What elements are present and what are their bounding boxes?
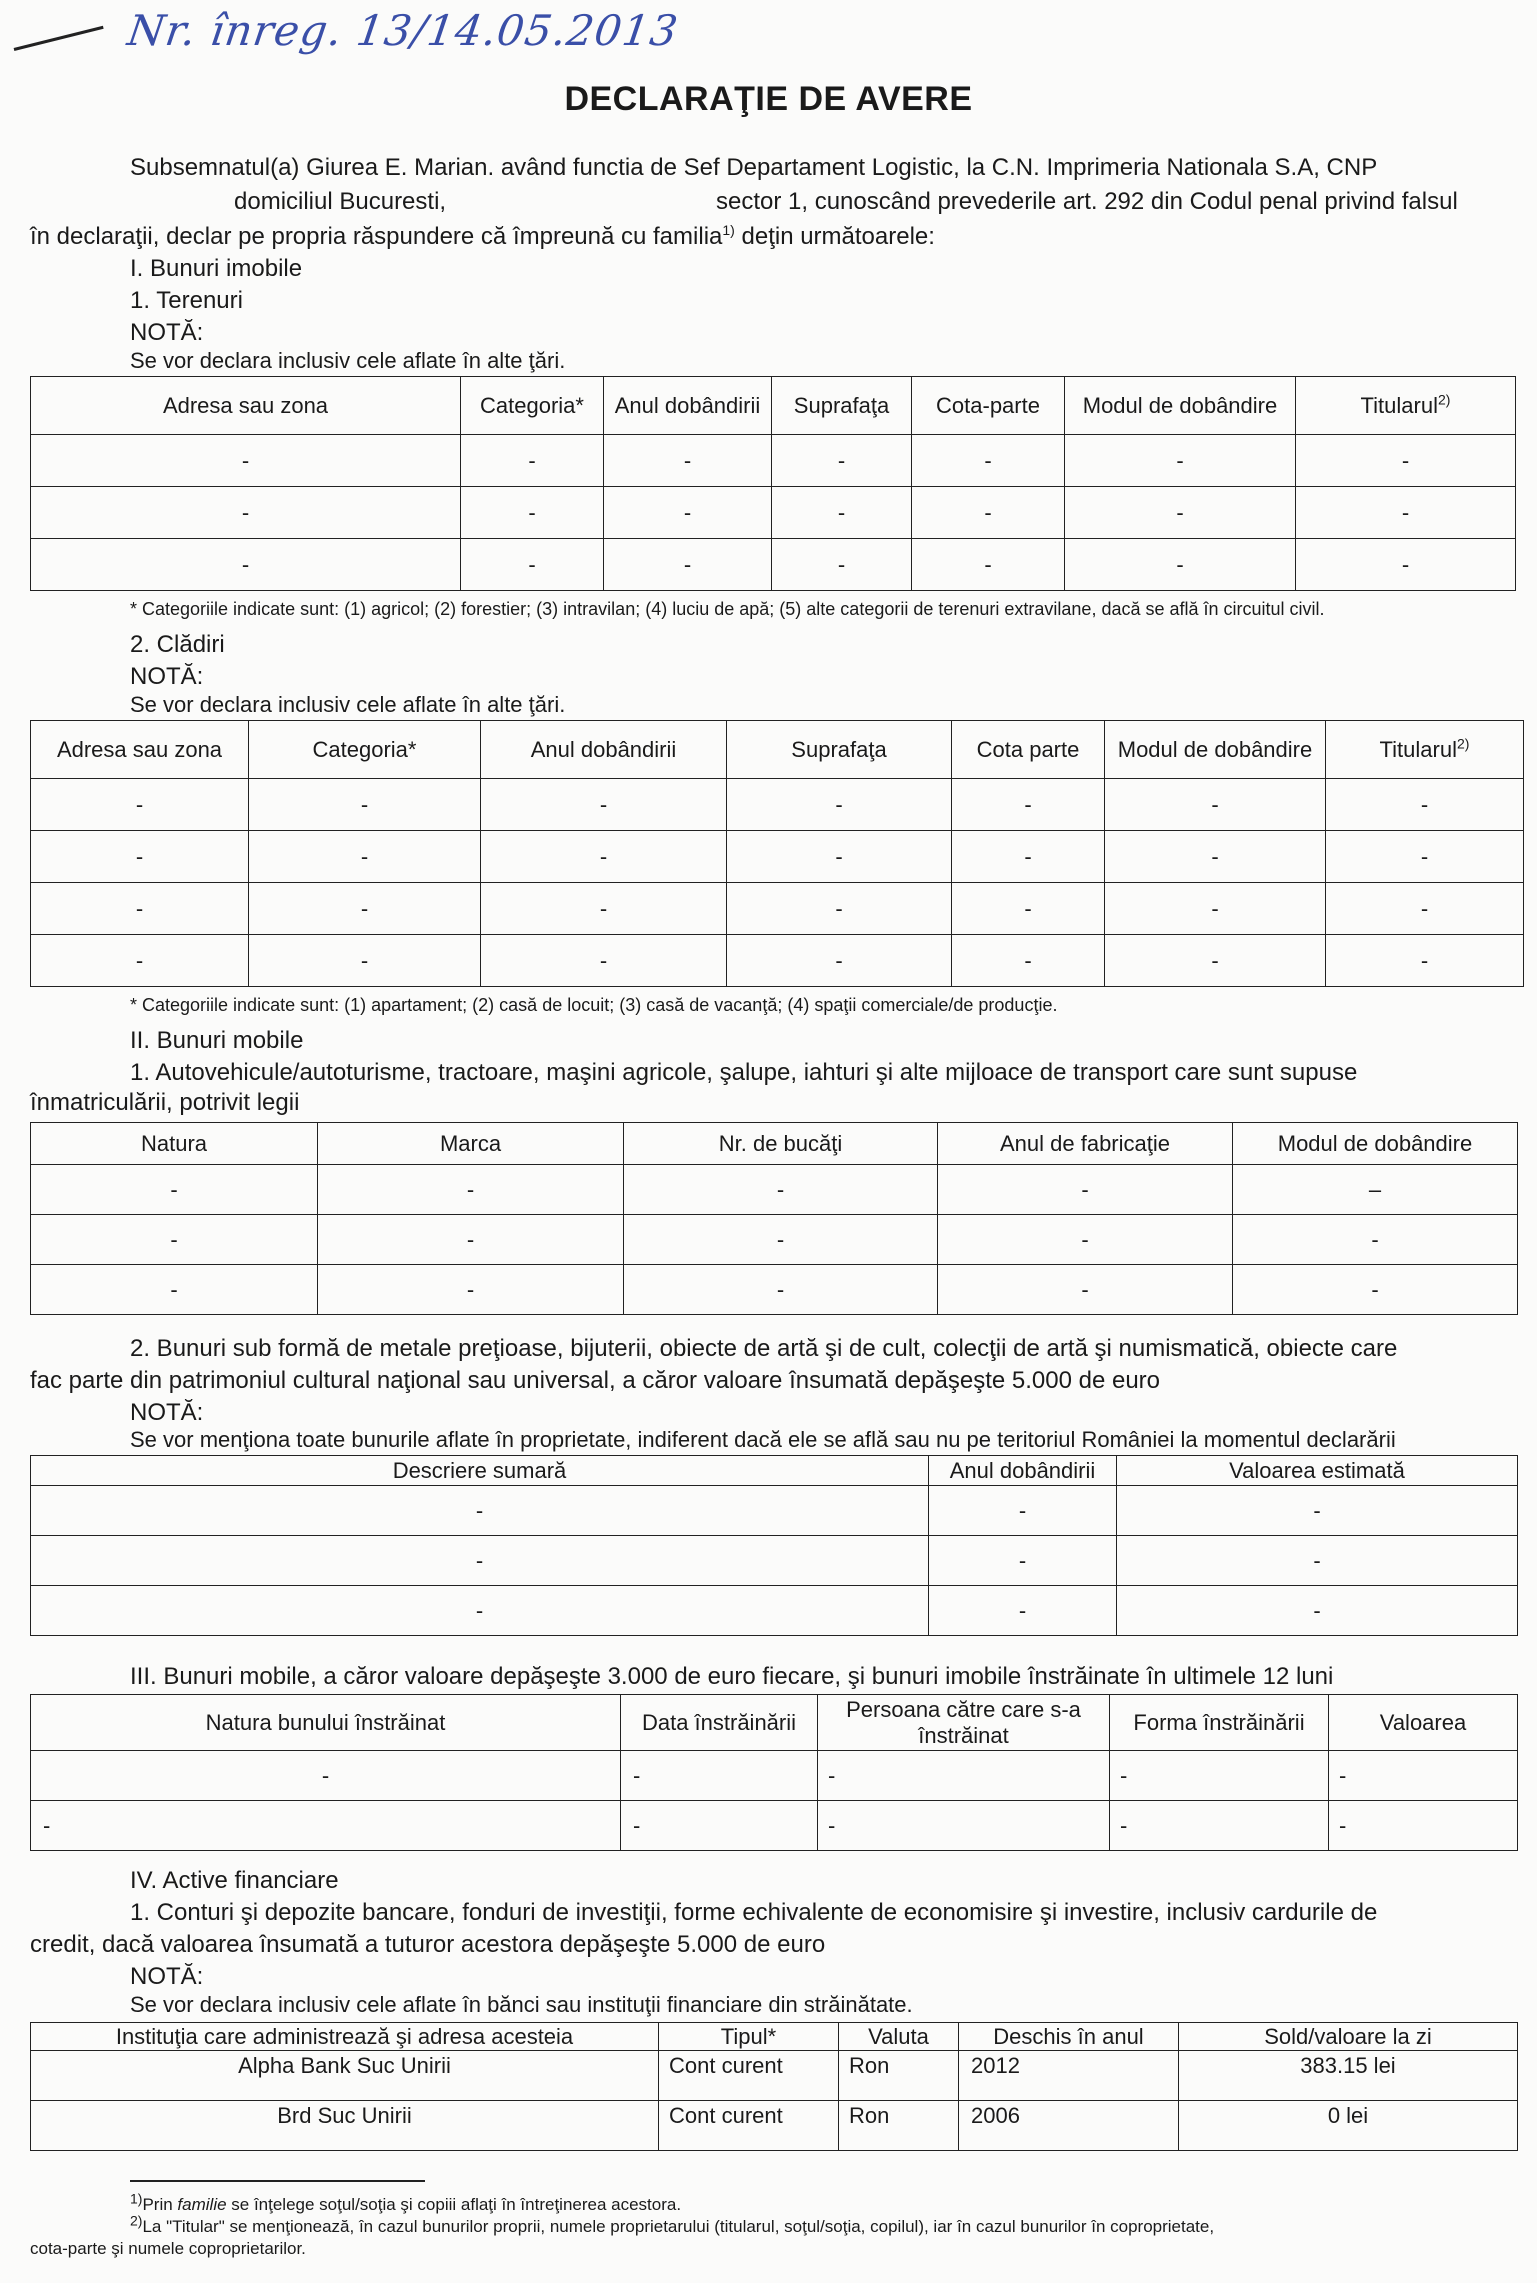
col-header: Data înstrăinării [621,1695,818,1751]
footnote-2-line1: $^{2)}$La "Titular" se menţionează, în cazul bunurilor proprii, numele proprietarului (titularul, soţul/soţia, copilul), iar în cazul bunurilor în coproprietate, [130,2212,1215,2236]
section-1-nota-2-text: Se vor declara inclusiv cele aflate în alte ţări. [130,692,566,717]
terenuri-category-note: * Categoriile indicate sunt: (1) agricol; (2) forestier; (3) intravilan; (4) luciu de apă; (5) alte categorii de terenuri extravilane, dacă se află în circuitul civil. [130,599,1325,619]
cell: - [461,539,604,591]
cell: - [938,1165,1233,1215]
col-header: Titularul$^{2)}$ [1296,377,1516,435]
col-header: Anul dobândirii [929,1456,1117,1486]
col-header: Natura [31,1123,318,1165]
cell: - [31,1801,621,1851]
footnote-divider [130,2180,425,2182]
cell: - [461,435,604,487]
cell: - [772,539,912,591]
table-row [31,1265,1518,1315]
cell: - [624,1165,938,1215]
table-row [31,435,1516,487]
col-header: Categoria* [461,377,604,435]
cell: - [938,1215,1233,1265]
cell: 2006 [959,2101,1179,2151]
cell: - [31,1486,929,1536]
table-row [31,1801,1518,1851]
cell: - [1296,539,1516,591]
col-header: Forma înstrăinării [1110,1695,1329,1751]
footnote-2-line2: cota-parte şi numele coproprietarilor. [30,2239,306,2258]
col-header: Suprafaţa [727,721,952,779]
cell: - [604,435,772,487]
cell: - [912,539,1065,591]
cell: - [912,487,1065,539]
cell: - [249,831,481,883]
section-2-heading: II. Bunuri mobile [130,1027,304,1054]
col-header: Anul de fabricaţie [938,1123,1233,1165]
table-row [31,539,1516,591]
intro-line-2a: domiciliul Bucuresti, [234,188,447,215]
cell: - [1105,779,1326,831]
col-header: Adresa sau zona [31,377,461,435]
cell: - [621,1751,818,1801]
cell: - [481,935,727,987]
cell: 383.15 lei [1179,2051,1518,2101]
section-1-heading: I. Bunuri imobile [130,255,303,282]
cell: - [818,1801,1110,1851]
cell: - [31,935,249,987]
cell: - [1326,779,1524,831]
table-cladiri [30,720,1524,987]
table-row [31,935,1524,987]
section-2-sub1-line1: 1. Autovehicule/autoturisme, tractoare, maşini agricole, şalupe, iahturi şi alte mijloace de transport care sunt supuse [130,1059,1358,1086]
col-header: Deschis în anul [959,2023,1179,2051]
col-header: Natura bunului înstrăinat [31,1695,621,1751]
cell: - [318,1165,624,1215]
section-4-nota: NOTĂ: [130,1963,204,1990]
cell: - [31,435,461,487]
cell: Ron [839,2101,959,2151]
cell: - [818,1751,1110,1801]
table-row [31,1486,1518,1536]
cell: - [1065,539,1296,591]
col-header: Suprafaţa [772,377,912,435]
handwritten-dash-mark [14,26,104,51]
cell: - [318,1265,624,1315]
cell: - [772,487,912,539]
cell: - [952,831,1105,883]
section-1-nota-text: Se vor declara inclusiv cele aflate în alte ţări. [130,348,566,373]
section-2-nota-text: Se vor menţiona toate bunurile aflate în proprietate, indiferent dacă ele se află sau nu pe teritoriul României la momentul declarării [130,1427,1396,1452]
section-1-nota-2: NOTĂ: [130,663,204,690]
cell: - [249,779,481,831]
footnote-1: $^{1)}$Prin familie se înţelege soţul/soţia şi copiii aflaţi în întreţinerea acestora. [130,2190,682,2214]
cell: Cont curent [659,2051,839,2101]
cell: - [929,1586,1117,1636]
table-row [31,779,1524,831]
cell: - [1326,831,1524,883]
cell: - [481,831,727,883]
col-header: Tipul* [659,2023,839,2051]
section-4-sub1-line1: 1. Conturi şi depozite bancare, fonduri de investiţii, forme echivalente de economisire şi investire, inclusiv cardurile de [130,1899,1378,1926]
cell: - [1233,1215,1518,1265]
col-header: Anul dobândirii [604,377,772,435]
table-instrainate [30,1694,1518,1851]
cell: - [31,1265,318,1315]
col-header: Valoarea [1329,1695,1518,1751]
cell: - [31,1586,929,1636]
section-3-heading: III. Bunuri mobile, a căror valoare depăşeşte 3.000 de euro fiecare, şi bunuri imobile înstrăinate în ultimele 12 luni [130,1663,1334,1690]
cell: - [727,779,952,831]
table-row [31,1215,1518,1265]
cell: Alpha Bank Suc Unirii [31,2051,659,2101]
cell: - [31,1165,318,1215]
cell: - [772,435,912,487]
cell: - [1329,1751,1518,1801]
cell: – [1233,1165,1518,1215]
cell: - [249,883,481,935]
intro-line-2b: sector 1, cunoscând prevederile art. 292 din Codul penal privind falsul [716,188,1458,215]
col-header: Cota-parte [912,377,1065,435]
section-2-sub1-line2: înmatriculării, potrivit legii [30,1089,300,1116]
cell: - [31,1536,929,1586]
cell: - [31,1215,318,1265]
table-row [31,831,1524,883]
cell: - [952,883,1105,935]
table-row [31,1751,1518,1801]
cell: - [912,435,1065,487]
cell: - [1326,935,1524,987]
cell: - [31,1751,621,1801]
cell: - [481,883,727,935]
cell: - [621,1801,818,1851]
col-header: Marca [318,1123,624,1165]
table-row [31,1586,1518,1636]
cell: - [1105,883,1326,935]
cell: - [1329,1801,1518,1851]
page-title: DECLARAŢIE DE AVERE [564,80,973,118]
cell: - [1117,1486,1518,1536]
cell: - [727,831,952,883]
cell: - [727,935,952,987]
col-header: Categoria* [249,721,481,779]
col-header: Sold/valoare la zi [1179,2023,1518,2051]
col-header: Adresa sau zona [31,721,249,779]
section-1-sub2: 2. Clădiri [130,631,225,658]
col-header: Valuta [839,2023,959,2051]
col-header: Persoana către care s-a înstrăinat [818,1695,1110,1751]
col-header: Instituţia care administrează şi adresa acesteia [31,2023,659,2051]
cell: - [1296,435,1516,487]
cell: - [1110,1751,1329,1801]
cell: - [1110,1801,1329,1851]
cell: - [938,1265,1233,1315]
cell: - [1105,831,1326,883]
cell: Brd Suc Unirii [31,2101,659,2151]
section-2-sub2-line2: fac parte din patrimoniul cultural naţional sau universal, a căror valoare însumată depăşeşte 5.000 de euro [30,1367,1161,1394]
col-header: Nr. de bucăţi [624,1123,938,1165]
section-1-sub1: 1. Terenuri [130,287,243,314]
cell: 0 lei [1179,2101,1518,2151]
cell: - [604,487,772,539]
section-1-nota: NOTĂ: [130,319,204,346]
cell: - [1065,487,1296,539]
cell: - [1117,1536,1518,1586]
cell: - [604,539,772,591]
table-row [31,487,1516,539]
col-header: Cota parte [952,721,1105,779]
section-4-heading: IV. Active financiare [130,1867,339,1894]
col-header: Modul de dobândire [1065,377,1296,435]
cell: - [1105,935,1326,987]
section-2-sub2-line1: 2. Bunuri sub formă de metale preţioase, bijuterii, obiecte de artă şi de cult, colecţii de artă şi numismatică, obiecte care [130,1335,1398,1362]
section-2-nota: NOTĂ: [130,1399,204,1426]
cell: - [461,487,604,539]
col-header: Descriere sumară [31,1456,929,1486]
cell: - [929,1486,1117,1536]
table-row [31,1165,1518,1215]
intro-line-1: Subsemnatul(a) Giurea E. Marian. având functia de Sef Departament Logistic, la C.N. Imprimeria Nationala S.A, CNP [130,154,1378,181]
table-terenuri [30,376,1516,591]
cell: - [31,831,249,883]
cell: - [929,1536,1117,1586]
table-row [31,1536,1518,1586]
handwritten-registration-number: Nr. înreg. 13/14.05.2013 [124,6,682,55]
section-4-nota-text: Se vor declara inclusiv cele aflate în bănci sau instituţii financiare din străinătate. [130,1992,913,2017]
cell: Ron [839,2051,959,2101]
cell: - [1233,1265,1518,1315]
cell: Cont curent [659,2101,839,2151]
cell: - [249,935,481,987]
cell: - [727,883,952,935]
cell: - [1065,435,1296,487]
cell: - [624,1265,938,1315]
table-row [31,883,1524,935]
table-conturi [30,2022,1518,2151]
cladiri-category-note: * Categoriile indicate sunt: (1) apartament; (2) casă de locuit; (3) casă de vacanţă; (4) spaţii comerciale/de producţie. [130,995,1058,1015]
cell: - [31,883,249,935]
cell: - [31,539,461,591]
col-header: Valoarea estimată [1117,1456,1518,1486]
cell: - [318,1215,624,1265]
cell: - [1296,487,1516,539]
cell: - [1326,883,1524,935]
cell: - [952,935,1105,987]
cell: - [1117,1586,1518,1636]
cell: - [31,779,249,831]
cell: - [31,487,461,539]
col-header: Anul dobândirii [481,721,727,779]
col-header: Titularul$^{2)}$ [1326,721,1524,779]
col-header: Modul de dobândire [1105,721,1326,779]
cell: 2012 [959,2051,1179,2101]
col-header: Modul de dobândire [1233,1123,1518,1165]
table-autovehicule [30,1122,1518,1315]
cell: - [481,779,727,831]
intro-line-3: în declaraţii, declar pe propria răspundere că împreună cu familia$^{1)}$ deţin următoarele: [30,222,935,250]
table-row [31,2101,1518,2151]
cell: - [624,1215,938,1265]
table-row [31,2051,1518,2101]
table-bunuri-pretioase [30,1455,1518,1636]
section-4-sub1-line2: credit, dacă valoarea însumată a tuturor acestora depăşeşte 5.000 de euro [30,1931,826,1958]
cell: - [952,779,1105,831]
